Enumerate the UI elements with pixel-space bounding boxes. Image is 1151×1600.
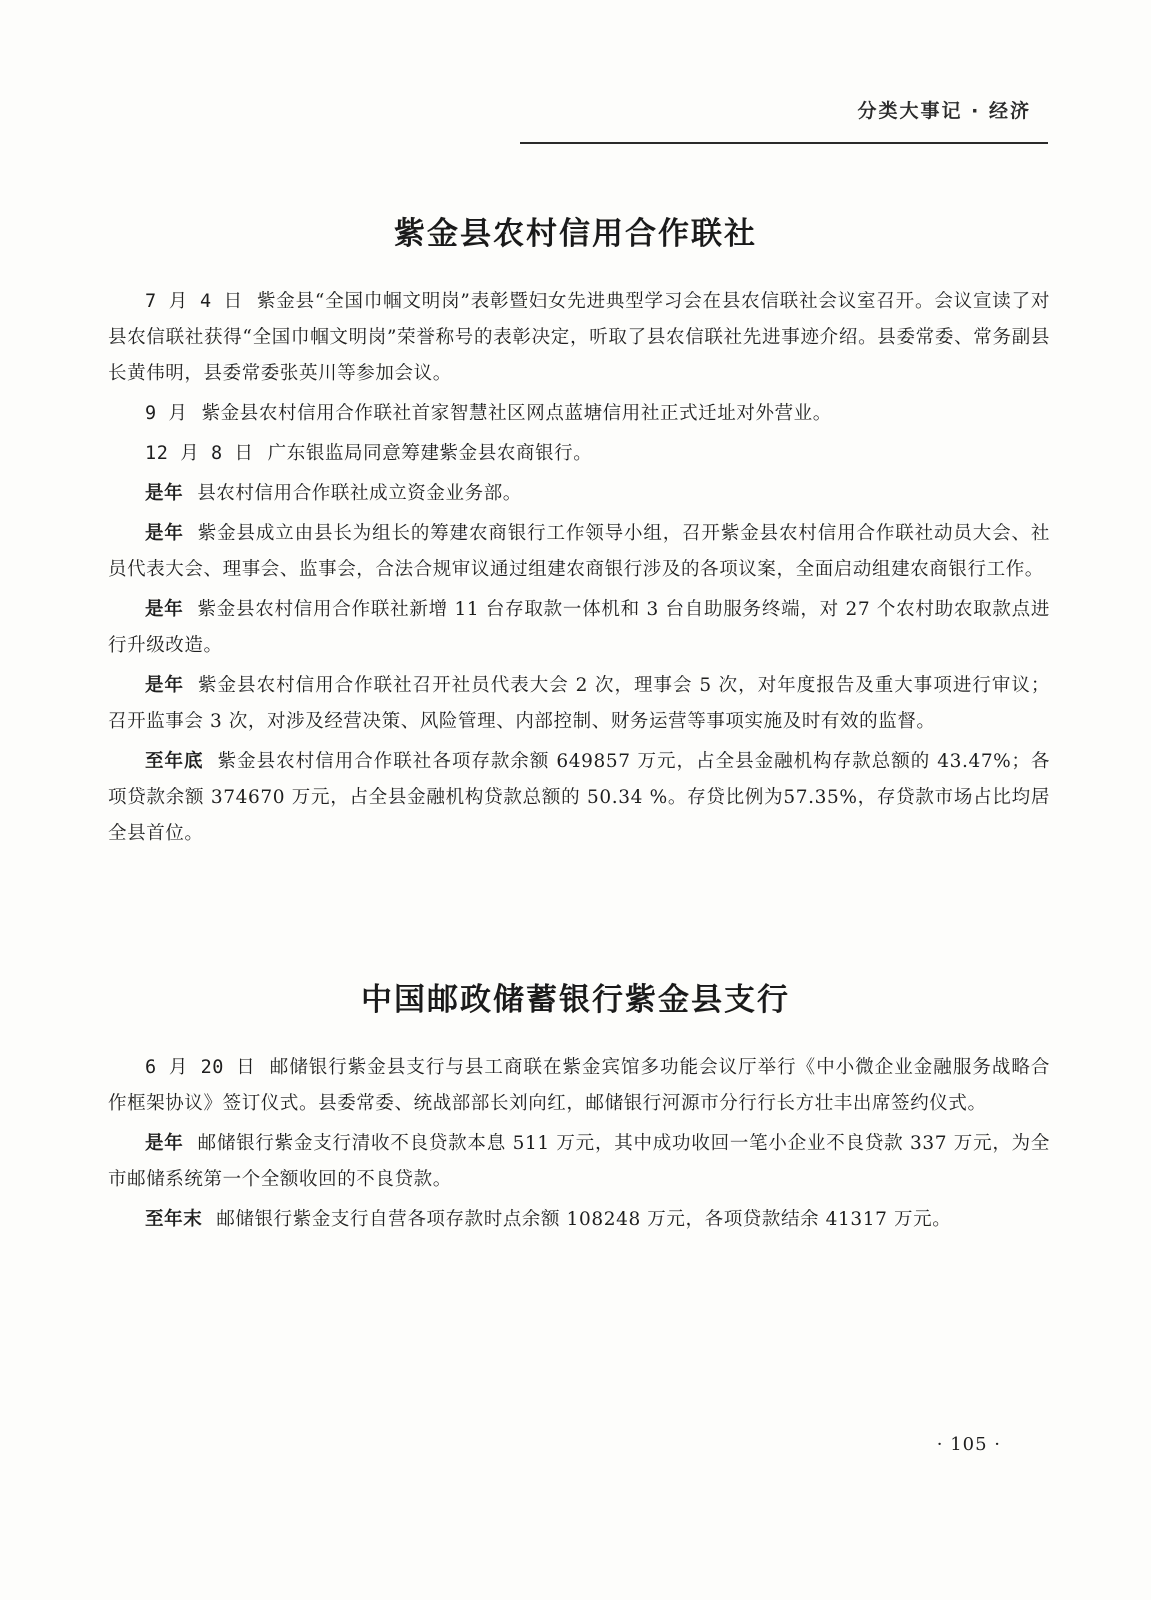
entry bbox=[108, 744, 1050, 852]
entry-date: 至年底 bbox=[145, 751, 204, 772]
entry-text: 邮储银行紫金县支行与县工商联在紫金宾馆多功能会议厅举行《中小微企业金融服务战略合作框架协议》签订仪式。县委常委、统战部部长刘向红，邮储银行河源市分行行长方壮丰出席签约仪式。 bbox=[108, 1057, 1050, 1114]
section-title-credit-union: 紫金县农村信用合作联社 bbox=[394, 216, 757, 252]
entry-date: 至年末 bbox=[145, 1209, 203, 1230]
entry-date: 12 月 8 日 bbox=[145, 443, 254, 464]
header-rule bbox=[520, 142, 1048, 144]
entry bbox=[108, 284, 1050, 392]
entry bbox=[108, 1050, 1050, 1122]
entry-text: 邮储银行紫金支行清收不良贷款本息 511 万元，其中成功收回一笔小企业不良贷款 337 万元，为全市邮储系统第一个全额收回的不良贷款。 bbox=[108, 1133, 1050, 1190]
entry-text: 紫金县农村信用合作联社召开社员代表大会 2 次，理事会 5 次，对年度报告及重大事项进行审议；召开监事会 3 次，对涉及经营决策、风险管理、内部控制、财务运营等事项实施及时有效的监督。 bbox=[108, 675, 1050, 732]
entry-text: 紫金县“全国巾帼文明岗”表彰暨妇女先进典型学习会在县农信联社会议室召开。会议宣读了对县农信联社获得“全国巾帼文明岗”荣誉称号的表彰决定，听取了县农信联社先进事迹介绍。县委常委、常务副县长黄伟明，县委常委张英川等参加会议。 bbox=[108, 291, 1051, 384]
section-title-postal-bank: 中国邮政储蓄银行紫金县支行 bbox=[361, 982, 790, 1018]
entry-date: 6 月 20 日 bbox=[145, 1057, 256, 1078]
entry-text: 邮储银行紫金支行自营各项存款时点余额 108248 万元，各项贷款结余 41317 万元。 bbox=[216, 1209, 952, 1230]
entry-date: 7 月 4 日 bbox=[145, 291, 243, 312]
entry bbox=[108, 1126, 1050, 1198]
entry bbox=[108, 1202, 1050, 1238]
entry bbox=[108, 592, 1050, 664]
entry-date: 是年 bbox=[145, 523, 184, 544]
entry-text: 紫金县农村信用合作联社新增 11 台存取款一体机和 3 台自助服务终端，对 27 个农村助农取款点进行升级改造。 bbox=[108, 599, 1050, 656]
entry-text: 紫金县农村信用合作联社各项存款余额 649857 万元，占全县金融机构存款总额的 43.47%；各项贷款余额 374670 万元，占全县金融机构贷款总额的 50.34 %。存贷比例为57.35%，存贷款市场占比均居全县首位。 bbox=[108, 751, 1050, 844]
entry-text: 县农村信用合作联社成立资金业务部。 bbox=[197, 483, 522, 504]
entry bbox=[108, 668, 1050, 740]
entry bbox=[108, 436, 1050, 472]
entry-date: 9 月 bbox=[145, 403, 188, 424]
entry-text: 紫金县成立由县长为组长的筹建农商银行工作领导小组，召开紫金县农村信用合作联社动员大会、社员代表大会、理事会、监事会，合法合规审议通过组建农商银行涉及的各项议案，全面启动组建农商银行工作。 bbox=[108, 523, 1051, 580]
entry bbox=[108, 476, 1050, 512]
entry-date: 是年 bbox=[145, 675, 185, 696]
entry bbox=[108, 396, 1050, 432]
entry bbox=[108, 516, 1050, 588]
credit-union-entries bbox=[108, 284, 1050, 856]
page-number: · 105 · bbox=[936, 1434, 1001, 1455]
entry-date: 是年 bbox=[145, 1133, 184, 1154]
running-head: 分类大事记 · 经济 bbox=[857, 100, 1031, 122]
entry-text: 广东银监局同意筹建紫金县农商银行。 bbox=[267, 443, 593, 464]
entry-text: 紫金县农村信用合作联社首家智慧社区网点蓝塘信用社正式迁址对外营业。 bbox=[201, 403, 832, 424]
entry-date: 是年 bbox=[145, 483, 184, 504]
postal-bank-entries bbox=[108, 1050, 1050, 1242]
entry-date: 是年 bbox=[145, 599, 184, 620]
